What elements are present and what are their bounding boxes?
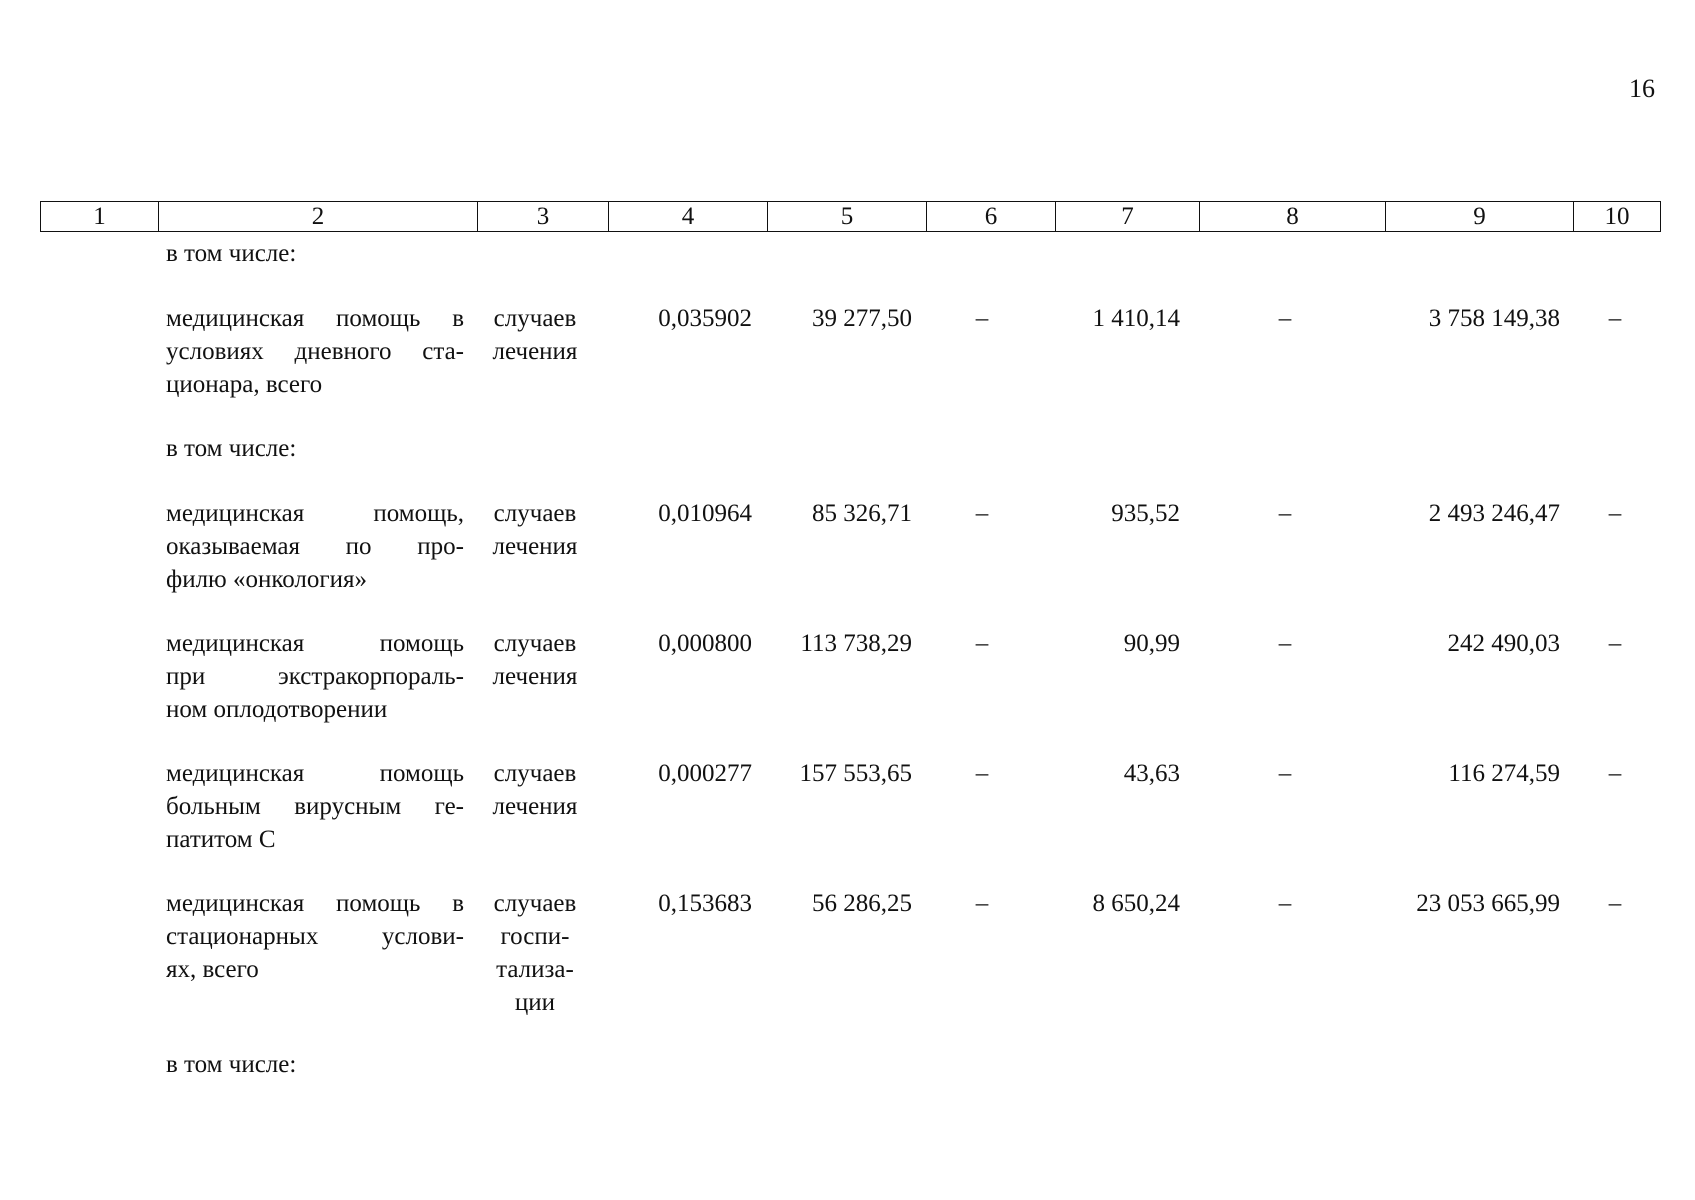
row-col-4: 0,035902 — [658, 305, 752, 332]
row-col-4: 0,000800 — [658, 630, 752, 657]
row-col-9: 116 274,59 — [1448, 760, 1560, 787]
column-number-header — [40, 201, 1661, 232]
row-name: медицинская помощь при экстракорпораль- ном оплодотворении — [166, 630, 464, 723]
row-col-8: – — [1278, 890, 1292, 917]
header-col-1: 1 — [41, 202, 159, 232]
row-col-5: 56 286,25 — [812, 890, 912, 917]
row-col-7: 1 410,14 — [1092, 305, 1180, 332]
subheading: в том числе: — [166, 1051, 297, 1078]
row-col-8: – — [1278, 630, 1292, 657]
row-unit: случаев лечения — [492, 305, 578, 365]
header-col-3: 3 — [478, 202, 609, 232]
row-col-9: 2 493 246,47 — [1428, 500, 1560, 527]
row-unit: случаев лечения — [492, 760, 578, 820]
row-col-8: – — [1278, 760, 1292, 787]
header-col-5: 5 — [768, 202, 927, 232]
row-col-10: – — [1608, 630, 1622, 657]
row-col-4: 0,000277 — [658, 760, 752, 787]
row-col-9: 3 758 149,38 — [1428, 305, 1560, 332]
row-col-5: 113 738,29 — [800, 630, 912, 657]
row-col-10: – — [1608, 890, 1622, 917]
row-col-10: – — [1608, 760, 1622, 787]
row-col-6: – — [975, 630, 989, 657]
subheading: в том числе: — [166, 240, 297, 267]
row-col-7: 90,99 — [1123, 630, 1180, 657]
row-col-6: – — [975, 890, 989, 917]
row-col-8: – — [1278, 500, 1292, 527]
row-col-7: 43,63 — [1123, 760, 1180, 787]
header-col-6: 6 — [927, 202, 1056, 232]
row-col-5: 157 553,65 — [799, 760, 912, 787]
subheading: в том числе: — [166, 435, 297, 462]
header-col-4: 4 — [609, 202, 768, 232]
row-col-8: – — [1278, 305, 1292, 332]
row-col-10: – — [1608, 305, 1622, 332]
row-col-6: – — [975, 305, 989, 332]
row-col-5: 85 326,71 — [812, 500, 912, 527]
row-col-5: 39 277,50 — [812, 305, 912, 332]
row-unit: случаев лечения — [492, 630, 578, 690]
row-unit: случаев лечения — [492, 500, 578, 560]
row-col-6: – — [975, 500, 989, 527]
row-name: медицинская помощь в условиях дневного ста- ционара, всего — [166, 305, 464, 398]
row-col-7: 8 650,24 — [1092, 890, 1180, 917]
header-col-2: 2 — [159, 202, 478, 232]
page-number: 16 — [1629, 74, 1655, 103]
row-col-4: 0,153683 — [658, 890, 752, 917]
row-name: медицинская помощь, оказываемая по про- филю «онкология» — [166, 500, 464, 593]
row-col-4: 0,010964 — [658, 500, 752, 527]
header-col-9: 9 — [1386, 202, 1574, 232]
header-col-7: 7 — [1056, 202, 1200, 232]
row-col-6: – — [975, 760, 989, 787]
row-col-10: – — [1608, 500, 1622, 527]
header-col-10: 10 — [1574, 202, 1661, 232]
row-name: медицинская помощь в стационарных услови- ях, всего — [166, 890, 464, 983]
row-col-7: 935,52 — [1111, 500, 1180, 527]
row-name: медицинская помощь больным вирусным ге- патитом С — [166, 760, 464, 853]
header-col-8: 8 — [1200, 202, 1386, 232]
row-col-9: 242 490,03 — [1447, 630, 1560, 657]
row-unit: случаев госпи- тализа- ции — [493, 890, 577, 1016]
row-col-9: 23 053 665,99 — [1416, 890, 1560, 917]
